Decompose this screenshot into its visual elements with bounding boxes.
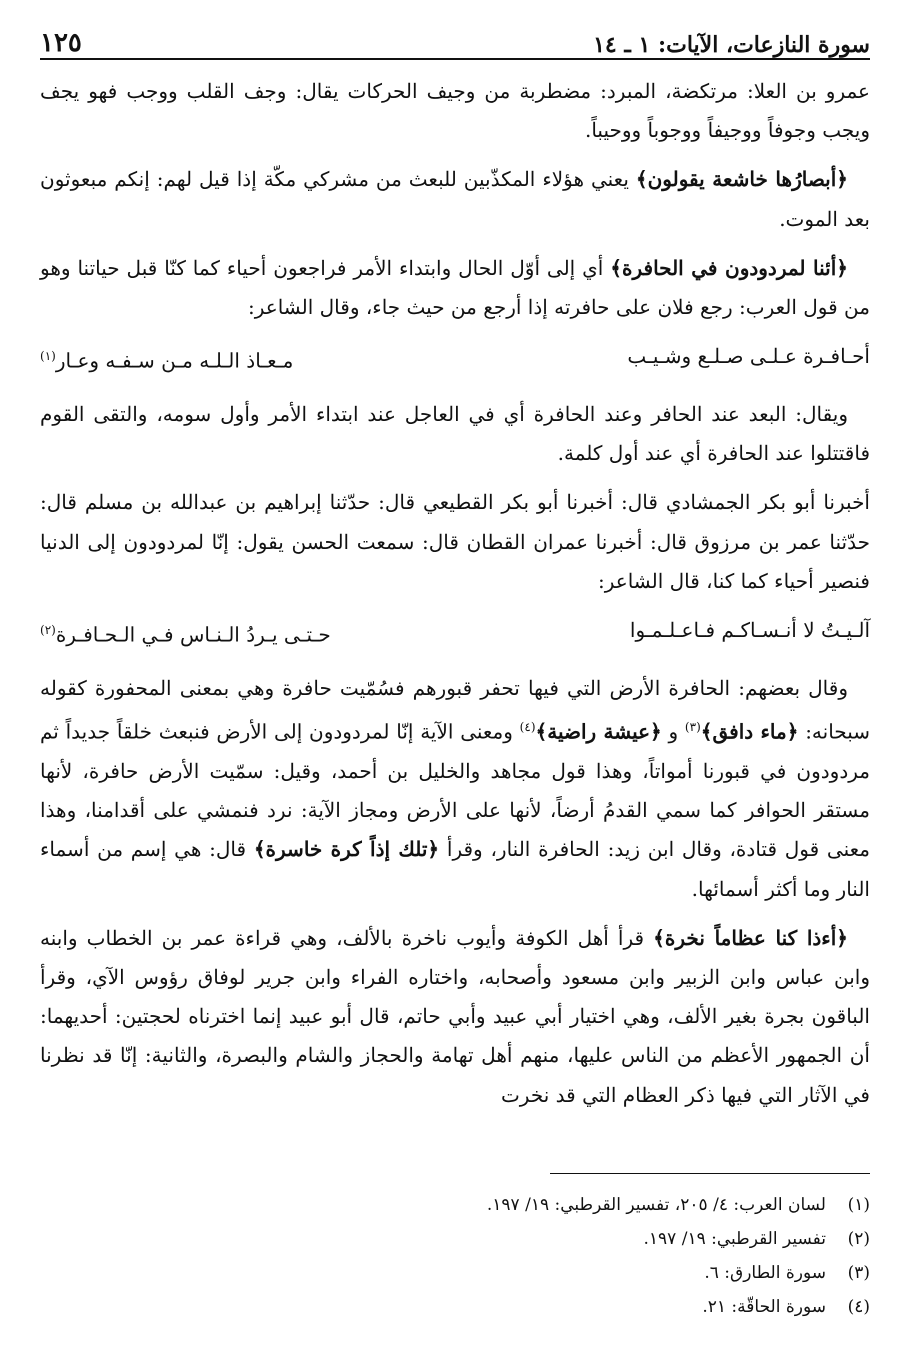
footnote-number: (٤) [847,1297,870,1317]
footnote-divider [550,1173,870,1174]
footnote-item [40,1256,870,1290]
quran-quote: ﴿أءذا كنا عظاماً نخرة﴾ [653,925,848,950]
page-header [40,10,870,60]
footnote-ref: (٤) [519,720,536,735]
footnote-text: سورة الطارق: ٦. [704,1263,826,1283]
footnote-item [40,1188,870,1222]
footnote-number: (١) [847,1195,870,1215]
text-run: و [661,719,685,744]
quran-quote: ﴿ماء دافق﴾ [700,719,799,744]
book-page [40,10,870,1360]
page-number: ١٢٥ [40,28,82,58]
footnote-ref-1: (١) [40,349,56,364]
paragraph-p6 [40,669,870,909]
text-run: يعني هؤلاء المكذّبين للبعث من مشركي مكّة إذا قيل لهم: إنكم مبعوثون بعد الموت. [40,167,870,231]
text-run: وقال بعضهم: الحافرة الأرض التي فيها تحفر قبورهم فسُمّيت حافرة وهي بمعنى المحفورة كقوله سبحانه: [40,675,871,744]
paragraph-group-3 [40,669,870,1115]
paragraph-p7 [40,919,870,1115]
paragraph-group-1 [40,72,870,327]
quran-quote: ﴿عيشة راضية﴾ [535,719,662,744]
poetry-verse-1 [40,337,870,381]
verse-2-first-hemistich: آلـيـتُ لا أنـسـاكـم فـاعـلـمـوا [629,618,870,643]
footnote-item [40,1222,870,1256]
main-text [40,72,870,1125]
text-run: عمرو بن العلا: مرتكضة، المبرد: مضطربة من وجيف الحركات يقال: وجف القلب ووجب فهو يجف ويجب وجوفاً ووجيفاً ووجوباً ووحيباً. [40,79,870,143]
verse-1-first-hemistich: أحـافـرة عـلـى صـلـع وشـيـب [627,344,870,369]
paragraph-p4 [40,395,870,473]
paragraph-p5 [40,483,870,601]
text-run: أي إلى أوّل الحال وابتداء الأمر فراجعون أحياء كما كنّا قبل حياتنا وهو من قول العرب: رجع فلان على حافرته إذا أرجع من حيث جاء، وقال الشاعر: [40,255,870,320]
footnote-text: لسان العرب: ٤/ ٢٠٥، تفسير القرطبي: ١٩/ ١٩٧. [486,1195,826,1215]
verse-1-second-hemistich [40,337,293,381]
verse-2-second-text: حـتـى يـردُ الـنـاس فـي الـحـافـرة [55,622,331,647]
verse-2-second-hemistich [40,611,331,655]
footnote-number: (٢) [847,1229,870,1249]
text-run: قرأ أهل الكوفة وأيوب ناخرة بالألف، وهي قراءة عمر بن الخطاب وابنه وابن عباس وابن الزبير وابن مسعود وأصحابه، واختاره الفراء وابن جرير لوفاق رؤوس الآي، وقرأ الباقون بجرة بغير الألف، وهي اختيار أبي عبيد وأبي حاتم، قال أبو عبيد إنما اخترناه لحجتين: أحديهما: أن الجمهور الأعظم من الناس عليها، منهم أهل تهامة والحجاز والشام والبصرة، والثانية: إنّا قد نظرنا في الآثار التي فيها ذكر العظام التي قد نخرت [40,925,870,1107]
footnote-ref-2: (٢) [40,623,56,638]
paragraph-p3 [40,249,870,327]
footnote-item [40,1290,870,1324]
footnote-text: سورة الحاقّة: ٢١. [702,1297,826,1317]
paragraph-p2 [40,160,870,238]
running-title: سورة النازعات، الآيات: ١ ـ ١٤ [593,32,870,58]
paragraph-group-2 [40,395,870,601]
paragraph-p1 [40,72,870,150]
text-run: قال: هي إسم من أسماء النار وما أكثر أسمائها. [40,837,870,901]
text-run: أخبرنا أبو بكر الجمشادي قال: أخبرنا أبو بكر القطيعي قال: حدّثنا إبراهيم بن عبدالله بن مسلم قال: حدّثنا عمر بن مرزوق قال: أخبرنا عمران القطان قال: سمعت الحسن يقول: إنّا لمردودون إلى الدنيا فنصير أحياء كما كنا، قال الشاعر: [40,490,870,593]
footnotes [40,1188,870,1324]
footnote-ref: (٣) [684,720,701,735]
quran-quote: ﴿أئنا لمردودون في الحافرة﴾ [610,255,848,280]
footnote-number: (٣) [847,1263,870,1283]
text-run: ومعنى الآية إنّا لمردودون إلى الأرض فنبعث خلقاً جديداً ثم مردودون في قبورنا أمواتاً، وهذا قول مجاهد والخليل بن أحمد، وقيل: سمّيت الأرض حافرة، لأنها مستقر الحوافر كما سمي القدمُ أرضاً، لأنها على الأرض ومجاز الآية: نرد فنمشي على أقدامنا، وهذا معنى قول قتادة، وقال ابن زيد: الحافرة النار، وقرأ [40,719,870,862]
text-run: ويقال: البعد عند الحافر وعند الحافرة أي في العاجل عند ابتداء الأمر وأول سومه، والتقى القوم فاقتتلوا عند الحافرة أي عند أول كلمة. [40,402,870,466]
quran-quote: ﴿أبصارُها خاشعة يقولون﴾ [635,167,848,192]
verse-1-second-text: مـعـاذ الـلـه مـن سـفـه وعـار [55,348,294,373]
quran-quote: ﴿تلك إذاً كرة خاسرة﴾ [253,837,440,862]
footnote-text: تفسير القرطبي: ١٩/ ١٩٧. [643,1229,826,1249]
poetry-verse-2 [40,611,870,655]
